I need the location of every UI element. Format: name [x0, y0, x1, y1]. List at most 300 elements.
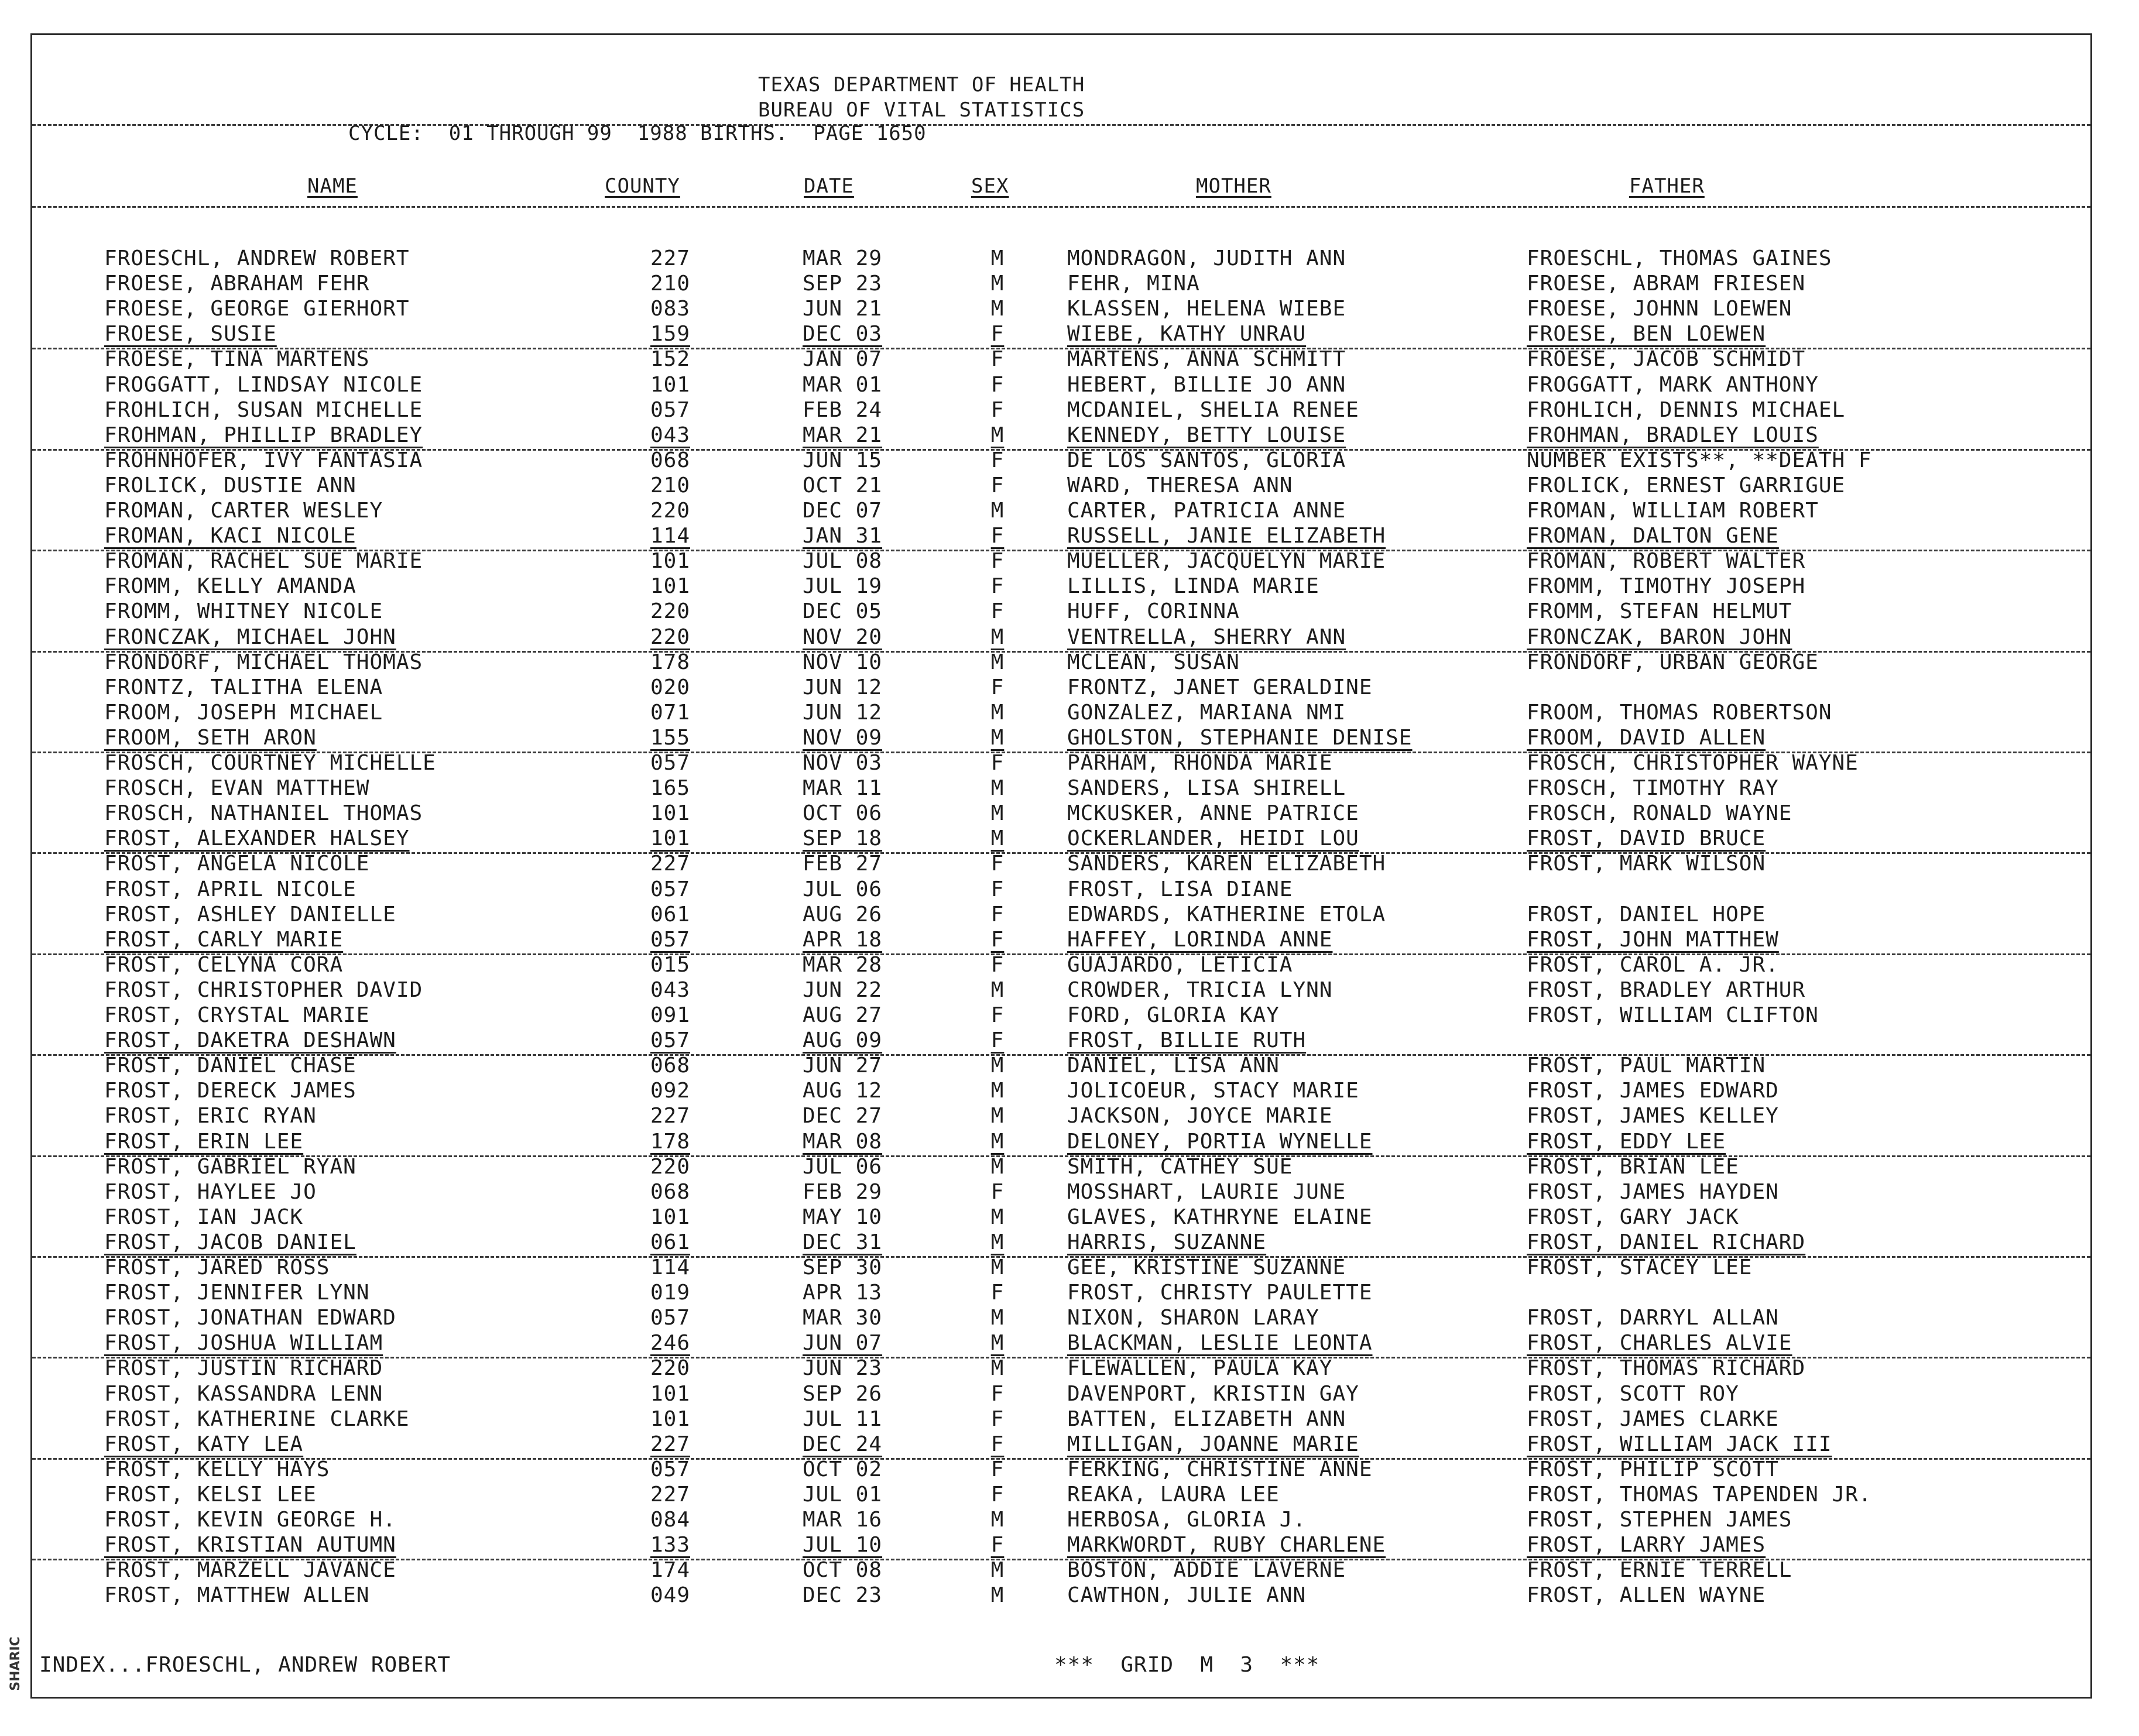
cell-mother: BOSTON, ADDIE LAVERNE [1067, 1558, 1346, 1583]
cell-sex: M [990, 1558, 1005, 1583]
cell-county: 101 [650, 801, 691, 826]
cell-name: FROST, KATHERINE CLARKE [104, 1406, 410, 1431]
table-row [32, 952, 2090, 977]
cell-name: FROESE, ABRAHAM FEHR [104, 272, 370, 296]
cell-date: SEP 30 [803, 1255, 883, 1279]
cell-name: FROLICK, DUSTIE ANN [104, 473, 356, 498]
col-header-father: FATHER [1629, 174, 1705, 198]
cell-county: 057 [650, 751, 691, 775]
cell-county: 015 [650, 952, 691, 977]
cell-sex: F [990, 473, 1005, 498]
cell-sex: F [990, 927, 1005, 952]
cell-county: 159 [650, 322, 691, 346]
cell-date: JUL 10 [803, 1533, 883, 1557]
cell-father: FROMAN, DALTON GENE [1527, 524, 1779, 548]
cell-mother: KLASSEN, HELENA WIEBE [1067, 297, 1346, 321]
cell-sex: F [990, 952, 1005, 977]
table-row [32, 1078, 2090, 1103]
cell-mother: MARKWORDT, RUBY CHARLENE [1067, 1533, 1386, 1557]
table-row [32, 271, 2090, 296]
cell-name: FROST, KRISTIAN AUTUMN [104, 1533, 396, 1557]
cell-sex: F [990, 1406, 1005, 1431]
cell-father: FROST, JAMES HAYDEN [1527, 1179, 1779, 1204]
cell-county: 068 [650, 1179, 691, 1204]
row-separator [32, 1357, 2090, 1358]
table-row [32, 1103, 2090, 1128]
cell-sex: M [990, 776, 1005, 801]
cell-sex: F [990, 1457, 1005, 1481]
cell-date: DEC 23 [803, 1583, 883, 1608]
table-row [32, 826, 2090, 851]
table-row [32, 927, 2090, 952]
cell-mother: PARHAM, RHONDA MARIE [1067, 751, 1333, 775]
cell-county: 155 [650, 725, 691, 750]
cell-date: OCT 06 [803, 801, 883, 826]
cell-mother: HEBERT, BILLIE JO ANN [1067, 372, 1346, 397]
cell-name: FROST, ERIN LEE [104, 1129, 304, 1154]
cell-date: APR 18 [803, 927, 883, 952]
cell-mother: MCDANIEL, SHELIA RENEE [1067, 397, 1359, 422]
cell-date: DEC 07 [803, 499, 883, 523]
cell-county: 092 [650, 1079, 691, 1103]
row-separator [32, 1054, 2090, 1056]
table-row [32, 423, 2090, 448]
cell-date: AUG 09 [803, 1028, 883, 1053]
cell-name: FROST, JOSHUA WILLIAM [104, 1331, 383, 1356]
cell-date: JUN 23 [803, 1356, 883, 1381]
table-row [32, 977, 2090, 1003]
cell-county: 210 [650, 272, 691, 296]
cell-father: FROST, PHILIP SCOTT [1527, 1457, 1779, 1481]
cell-father: FROESE, JOHNN LOEWEN [1527, 297, 1792, 321]
cell-county: 043 [650, 423, 691, 447]
cell-county: 210 [650, 473, 691, 498]
cell-sex: F [990, 1281, 1005, 1305]
cell-date: FEB 27 [803, 852, 883, 876]
table-row [32, 448, 2090, 473]
cell-father: FROST, ALLEN WAYNE [1527, 1583, 1766, 1608]
cell-mother: FLEWALLEN, PAULA KAY [1067, 1356, 1333, 1381]
cell-date: NOV 10 [803, 650, 883, 674]
cell-sex: F [990, 372, 1005, 397]
cell-name: FROOM, SETH ARON [104, 725, 317, 750]
cell-name: FRONTZ, TALITHA ELENA [104, 675, 383, 699]
cell-father: FROST, BRIAN LEE [1527, 1154, 1739, 1179]
row-separator [32, 348, 2090, 349]
cell-county: 114 [650, 1255, 691, 1279]
cell-name: FRONCZAK, MICHAEL JOHN [104, 625, 396, 649]
cell-mother: CARTER, PATRICIA ANNE [1067, 499, 1346, 523]
cell-name: FROHMAN, PHILLIP BRADLEY [104, 423, 423, 447]
cell-date: AUG 27 [803, 1003, 883, 1027]
cell-mother: MARTENS, ANNA SCHMITT [1067, 347, 1346, 372]
cell-father: FROLICK, ERNEST GARRIGUE [1527, 473, 1846, 498]
cell-name: FROST, HAYLEE JO [104, 1179, 317, 1204]
cell-name: FROST, CELYNA CORA [104, 952, 344, 977]
cell-sex: M [990, 801, 1005, 826]
table-row [32, 1053, 2090, 1078]
cell-mother: CAWTHON, JULIE ANN [1067, 1583, 1307, 1608]
table-row [32, 700, 2090, 725]
cell-father: FROST, BRADLEY ARTHUR [1527, 977, 1806, 1002]
cell-county: 101 [650, 1381, 691, 1406]
cell-father: FROST, DAVID BRUCE [1527, 826, 1766, 851]
cell-county: 220 [650, 1356, 691, 1381]
table-row [32, 246, 2090, 271]
cell-county: 101 [650, 372, 691, 397]
cell-date: MAR 21 [803, 423, 883, 447]
table-row [32, 397, 2090, 423]
cell-date: JUL 06 [803, 877, 883, 901]
cell-name: FROESE, GEORGE GIERHORT [104, 297, 410, 321]
cell-mother: FEHR, MINA [1067, 272, 1200, 296]
row-separator [32, 651, 2090, 653]
table-row [32, 1381, 2090, 1406]
cell-date: FEB 24 [803, 397, 883, 422]
row-separator [32, 449, 2090, 451]
cell-date: MAR 16 [803, 1508, 883, 1532]
cell-mother: DELONEY, PORTIA WYNELLE [1067, 1129, 1373, 1154]
cell-sex: M [990, 1230, 1005, 1254]
cell-mother: BLACKMAN, LESLIE LEONTA [1067, 1331, 1373, 1356]
col-header-county: COUNTY [605, 174, 680, 198]
cell-sex: F [990, 1432, 1005, 1456]
cell-name: FROST, CRYSTAL MARIE [104, 1003, 370, 1027]
side-label [1, 1636, 25, 1692]
cell-mother: FORD, GLORIA KAY [1067, 1003, 1280, 1027]
table-row [32, 1330, 2090, 1356]
cell-name: FROST, DERECK JAMES [104, 1079, 356, 1103]
cell-date: APR 13 [803, 1281, 883, 1305]
cell-father: FROST, LARRY JAMES [1527, 1533, 1766, 1557]
cell-sex: F [990, 902, 1005, 927]
table-row [32, 321, 2090, 346]
cell-father: FROESE, BEN LOEWEN [1527, 322, 1766, 346]
footer-grid: *** GRID M 3 *** [1054, 1653, 1320, 1677]
cell-county: 220 [650, 499, 691, 523]
cell-date: OCT 21 [803, 473, 883, 498]
cell-father: FROOM, THOMAS ROBERTSON [1527, 700, 1832, 725]
cell-sex: F [990, 1179, 1005, 1204]
cell-father: FROST, WILLIAM CLIFTON [1527, 1003, 1819, 1027]
cell-county: 019 [650, 1281, 691, 1305]
cell-father: FROGGATT, MARK ANTHONY [1527, 372, 1819, 397]
cell-mother: WIEBE, KATHY UNRAU [1067, 322, 1307, 346]
cell-name: FROST, KELSI LEE [104, 1482, 317, 1507]
cell-sex: M [990, 826, 1005, 851]
cell-date: JUL 11 [803, 1406, 883, 1431]
table-row [32, 851, 2090, 876]
cell-sex: M [990, 1583, 1005, 1608]
cell-father: FROST, DARRYL ALLAN [1527, 1306, 1779, 1330]
cell-date: MAR 29 [803, 246, 883, 270]
table-row [32, 1154, 2090, 1179]
cell-county: 227 [650, 1432, 691, 1456]
cell-mother: MUELLER, JACQUELYN MARIE [1067, 549, 1386, 574]
cell-county: 091 [650, 1003, 691, 1027]
cell-father: FROST, GARY JACK [1527, 1205, 1739, 1229]
cell-name: FROST, JENNIFER LYNN [104, 1281, 370, 1305]
cell-father: FROST, SCOTT ROY [1527, 1381, 1739, 1406]
cell-date: JAN 07 [803, 347, 883, 372]
cell-county: 227 [650, 1482, 691, 1507]
cell-name: FROESCHL, ANDREW ROBERT [104, 246, 410, 270]
table-row [32, 1482, 2090, 1507]
table-row [32, 346, 2090, 372]
cell-father: FROST, JOHN MATTHEW [1527, 927, 1779, 952]
cell-father: FROST, PAUL MARTIN [1527, 1054, 1766, 1078]
table-row [32, 650, 2090, 675]
cell-sex: M [990, 725, 1005, 750]
cell-county: 101 [650, 574, 691, 599]
cell-county: 114 [650, 524, 691, 548]
cell-mother: HAFFEY, LORINDA ANNE [1067, 927, 1333, 952]
cell-sex: M [990, 1356, 1005, 1381]
cell-name: FROSCH, COURTNEY MICHELLE [104, 751, 436, 775]
table-row [32, 776, 2090, 801]
cell-name: FROST, CHRISTOPHER DAVID [104, 977, 423, 1002]
table-row [32, 1432, 2090, 1457]
cell-father: FROST, JAMES CLARKE [1527, 1406, 1779, 1431]
table-row [32, 1557, 2090, 1583]
table-row [32, 574, 2090, 599]
cell-date: JUN 27 [803, 1054, 883, 1078]
cell-county: 084 [650, 1508, 691, 1532]
cell-mother: GEE, KRISTINE SUZANNE [1067, 1255, 1346, 1279]
cell-county: 178 [650, 650, 691, 674]
cell-father: FROST, DANIEL RICHARD [1527, 1230, 1806, 1254]
cell-date: AUG 12 [803, 1079, 883, 1103]
table-row [32, 473, 2090, 498]
table-row [32, 675, 2090, 700]
cell-date: JUL 08 [803, 549, 883, 574]
cell-date: FEB 29 [803, 1179, 883, 1204]
cell-mother: MOSSHART, LAURIE JUNE [1067, 1179, 1346, 1204]
cell-county: 068 [650, 1054, 691, 1078]
cell-mother: FROST, CHRISTY PAULETTE [1067, 1281, 1373, 1305]
cell-date: MAR 01 [803, 372, 883, 397]
cell-mother: MONDRAGON, JUDITH ANN [1067, 246, 1346, 270]
table-row [32, 1305, 2090, 1330]
cell-county: 178 [650, 1129, 691, 1154]
cell-date: DEC 05 [803, 599, 883, 624]
cell-father: FROST, THOMAS TAPENDEN JR. [1527, 1482, 1872, 1507]
row-separator [32, 1559, 2090, 1560]
cell-date: DEC 24 [803, 1432, 883, 1456]
cell-father: FROST, MARK WILSON [1527, 852, 1766, 876]
cell-sex: M [990, 1306, 1005, 1330]
cell-sex: F [990, 322, 1005, 346]
cell-date: JUN 15 [803, 448, 883, 472]
cell-date: MAR 11 [803, 776, 883, 801]
cell-sex: F [990, 1028, 1005, 1053]
cell-sex: F [990, 852, 1005, 876]
cell-father: FROESCHL, THOMAS GAINES [1527, 246, 1832, 270]
cell-date: JUL 01 [803, 1482, 883, 1507]
cell-mother: SANDERS, KAREN ELIZABETH [1067, 852, 1386, 876]
cell-name: FROMAN, RACHEL SUE MARIE [104, 549, 423, 574]
header-line2: BUREAU OF VITAL STATISTICS [758, 98, 1085, 122]
cell-father: FROST, WILLIAM JACK III [1527, 1432, 1832, 1456]
cell-county: 057 [650, 1306, 691, 1330]
cell-sex: M [990, 272, 1005, 296]
cell-date: OCT 02 [803, 1457, 883, 1481]
cell-county: 227 [650, 246, 691, 270]
cell-name: FROST, JARED ROSS [104, 1255, 330, 1279]
cell-sex: M [990, 246, 1005, 270]
cell-date: AUG 26 [803, 902, 883, 927]
cell-date: SEP 26 [803, 1381, 883, 1406]
cell-date: NOV 20 [803, 625, 883, 649]
cell-sex: M [990, 1104, 1005, 1128]
cell-sex: F [990, 877, 1005, 901]
cell-county: 101 [650, 1205, 691, 1229]
cell-sex: F [990, 397, 1005, 422]
col-header-mother: MOTHER [1196, 174, 1271, 198]
cell-mother: SANDERS, LISA SHIRELL [1067, 776, 1346, 801]
table-row [32, 877, 2090, 902]
cell-father: FROSCH, CHRISTOPHER WAYNE [1527, 751, 1859, 775]
table-row [32, 523, 2090, 548]
cell-father: FROST, THOMAS RICHARD [1527, 1356, 1806, 1381]
cell-name: FROST, ANGELA NICOLE [104, 852, 370, 876]
table-row [32, 1280, 2090, 1305]
cell-mother: BATTEN, ELIZABETH ANN [1067, 1406, 1346, 1431]
cell-name: FROMAN, CARTER WESLEY [104, 499, 383, 523]
row-separator [32, 550, 2090, 551]
col-header-name: NAME [307, 174, 358, 198]
table-row [32, 548, 2090, 574]
cell-mother: WARD, THERESA ANN [1067, 473, 1293, 498]
table-row [32, 1457, 2090, 1482]
cell-father: FROST, EDDY LEE [1527, 1129, 1726, 1154]
row-separator [32, 752, 2090, 753]
cell-father: FROHMAN, BRADLEY LOUIS [1527, 423, 1819, 447]
cell-sex: M [990, 297, 1005, 321]
cell-sex: M [990, 625, 1005, 649]
cell-name: FRONDORF, MICHAEL THOMAS [104, 650, 423, 674]
cell-mother: MILLIGAN, JOANNE MARIE [1067, 1432, 1359, 1456]
cell-county: 071 [650, 700, 691, 725]
table-row [32, 801, 2090, 826]
cell-mother: KENNEDY, BETTY LOUISE [1067, 423, 1346, 447]
printout-frame [30, 33, 2092, 1699]
cell-county: 057 [650, 1028, 691, 1053]
cell-date: JUN 22 [803, 977, 883, 1002]
cell-sex: F [990, 751, 1005, 775]
cell-mother: LILLIS, LINDA MARIE [1067, 574, 1319, 599]
cell-mother: JOLICOEUR, STACY MARIE [1067, 1079, 1359, 1103]
cell-father: FROST, DANIEL HOPE [1527, 902, 1766, 927]
cell-father: FROSCH, TIMOTHY RAY [1527, 776, 1779, 801]
cell-sex: M [990, 1129, 1005, 1154]
cell-sex: F [990, 524, 1005, 548]
cell-name: FROST, DAKETRA DESHAWN [104, 1028, 396, 1053]
table-row [32, 1507, 2090, 1532]
cell-sex: M [990, 977, 1005, 1002]
cell-date: DEC 27 [803, 1104, 883, 1128]
cell-name: FROST, CARLY MARIE [104, 927, 344, 952]
cell-county: 220 [650, 1154, 691, 1179]
cell-county: 174 [650, 1558, 691, 1583]
cell-sex: M [990, 423, 1005, 447]
cell-mother: HARRIS, SUZANNE [1067, 1230, 1267, 1254]
cell-father: FROESE, JACOB SCHMIDT [1527, 347, 1806, 372]
cell-date: MAR 08 [803, 1129, 883, 1154]
cell-mother: RUSSELL, JANIE ELIZABETH [1067, 524, 1386, 548]
cell-mother: FROST, LISA DIANE [1067, 877, 1293, 901]
cell-father: FROST, ERNIE TERRELL [1527, 1558, 1792, 1583]
table-row [32, 902, 2090, 927]
cell-name: FROST, KEVIN GEORGE H. [104, 1508, 396, 1532]
cell-sex: M [990, 1205, 1005, 1229]
col-header-date: DATE [804, 174, 854, 198]
cell-name: FROST, MARZELL JAVANCE [104, 1558, 396, 1583]
cell-father: FROESE, ABRAM FRIESEN [1527, 272, 1806, 296]
cell-sex: F [990, 599, 1005, 624]
cell-sex: M [990, 1079, 1005, 1103]
table-row [32, 296, 2090, 321]
table-row [32, 1129, 2090, 1154]
table-row [32, 1255, 2090, 1280]
cell-date: NOV 03 [803, 751, 883, 775]
cell-date: JUN 12 [803, 675, 883, 699]
cell-mother: NIXON, SHARON LARAY [1067, 1306, 1319, 1330]
cell-date: JUN 07 [803, 1331, 883, 1356]
cell-mother: HUFF, CORINNA [1067, 599, 1240, 624]
table-row [32, 725, 2090, 750]
cycle-line: CYCLE: 01 THROUGH 99 1988 BIRTHS. PAGE 1650 [348, 122, 927, 145]
cell-date: MAR 28 [803, 952, 883, 977]
cell-county: 101 [650, 549, 691, 574]
cell-mother: MCLEAN, SUSAN [1067, 650, 1240, 674]
cell-county: 101 [650, 1406, 691, 1431]
cell-date: DEC 31 [803, 1230, 883, 1254]
cell-sex: F [990, 549, 1005, 574]
cell-mother: DANIEL, LISA ANN [1067, 1054, 1280, 1078]
cell-mother: FROST, BILLIE RUTH [1067, 1028, 1307, 1053]
cell-name: FROST, KELLY HAYS [104, 1457, 330, 1481]
cell-sex: F [990, 448, 1005, 472]
cell-sex: M [990, 650, 1005, 674]
cell-county: 227 [650, 852, 691, 876]
cell-father: FROMAN, ROBERT WALTER [1527, 549, 1806, 574]
row-separator [32, 1155, 2090, 1157]
cell-county: 061 [650, 1230, 691, 1254]
cell-mother: HERBOSA, GLORIA J. [1067, 1508, 1307, 1532]
cell-county: 220 [650, 625, 691, 649]
cell-mother: GUAJARDO, LETICIA [1067, 952, 1293, 977]
cell-mother: OCKERLANDER, HEIDI LOU [1067, 826, 1359, 851]
cell-mother: GLAVES, KATHRYNE ELAINE [1067, 1205, 1373, 1229]
cell-date: DEC 03 [803, 322, 883, 346]
cell-county: 220 [650, 599, 691, 624]
cell-sex: F [990, 574, 1005, 599]
row-separator [32, 852, 2090, 854]
cell-name: FROMM, KELLY AMANDA [104, 574, 356, 599]
cell-date: SEP 18 [803, 826, 883, 851]
cell-name: FROSCH, EVAN MATTHEW [104, 776, 370, 801]
cell-father: FROST, STEPHEN JAMES [1527, 1508, 1792, 1532]
cell-name: FROOM, JOSEPH MICHAEL [104, 700, 383, 725]
cell-name: FROST, KASSANDRA LENN [104, 1381, 383, 1406]
cell-mother: SMITH, CATHEY SUE [1067, 1154, 1293, 1179]
cell-father: FROST, STACEY LEE [1527, 1255, 1753, 1279]
cell-county: 057 [650, 877, 691, 901]
cell-mother: FRONTZ, JANET GERALDINE [1067, 675, 1373, 699]
cell-county: 246 [650, 1331, 691, 1356]
cell-name: FROST, IAN JACK [104, 1205, 304, 1229]
